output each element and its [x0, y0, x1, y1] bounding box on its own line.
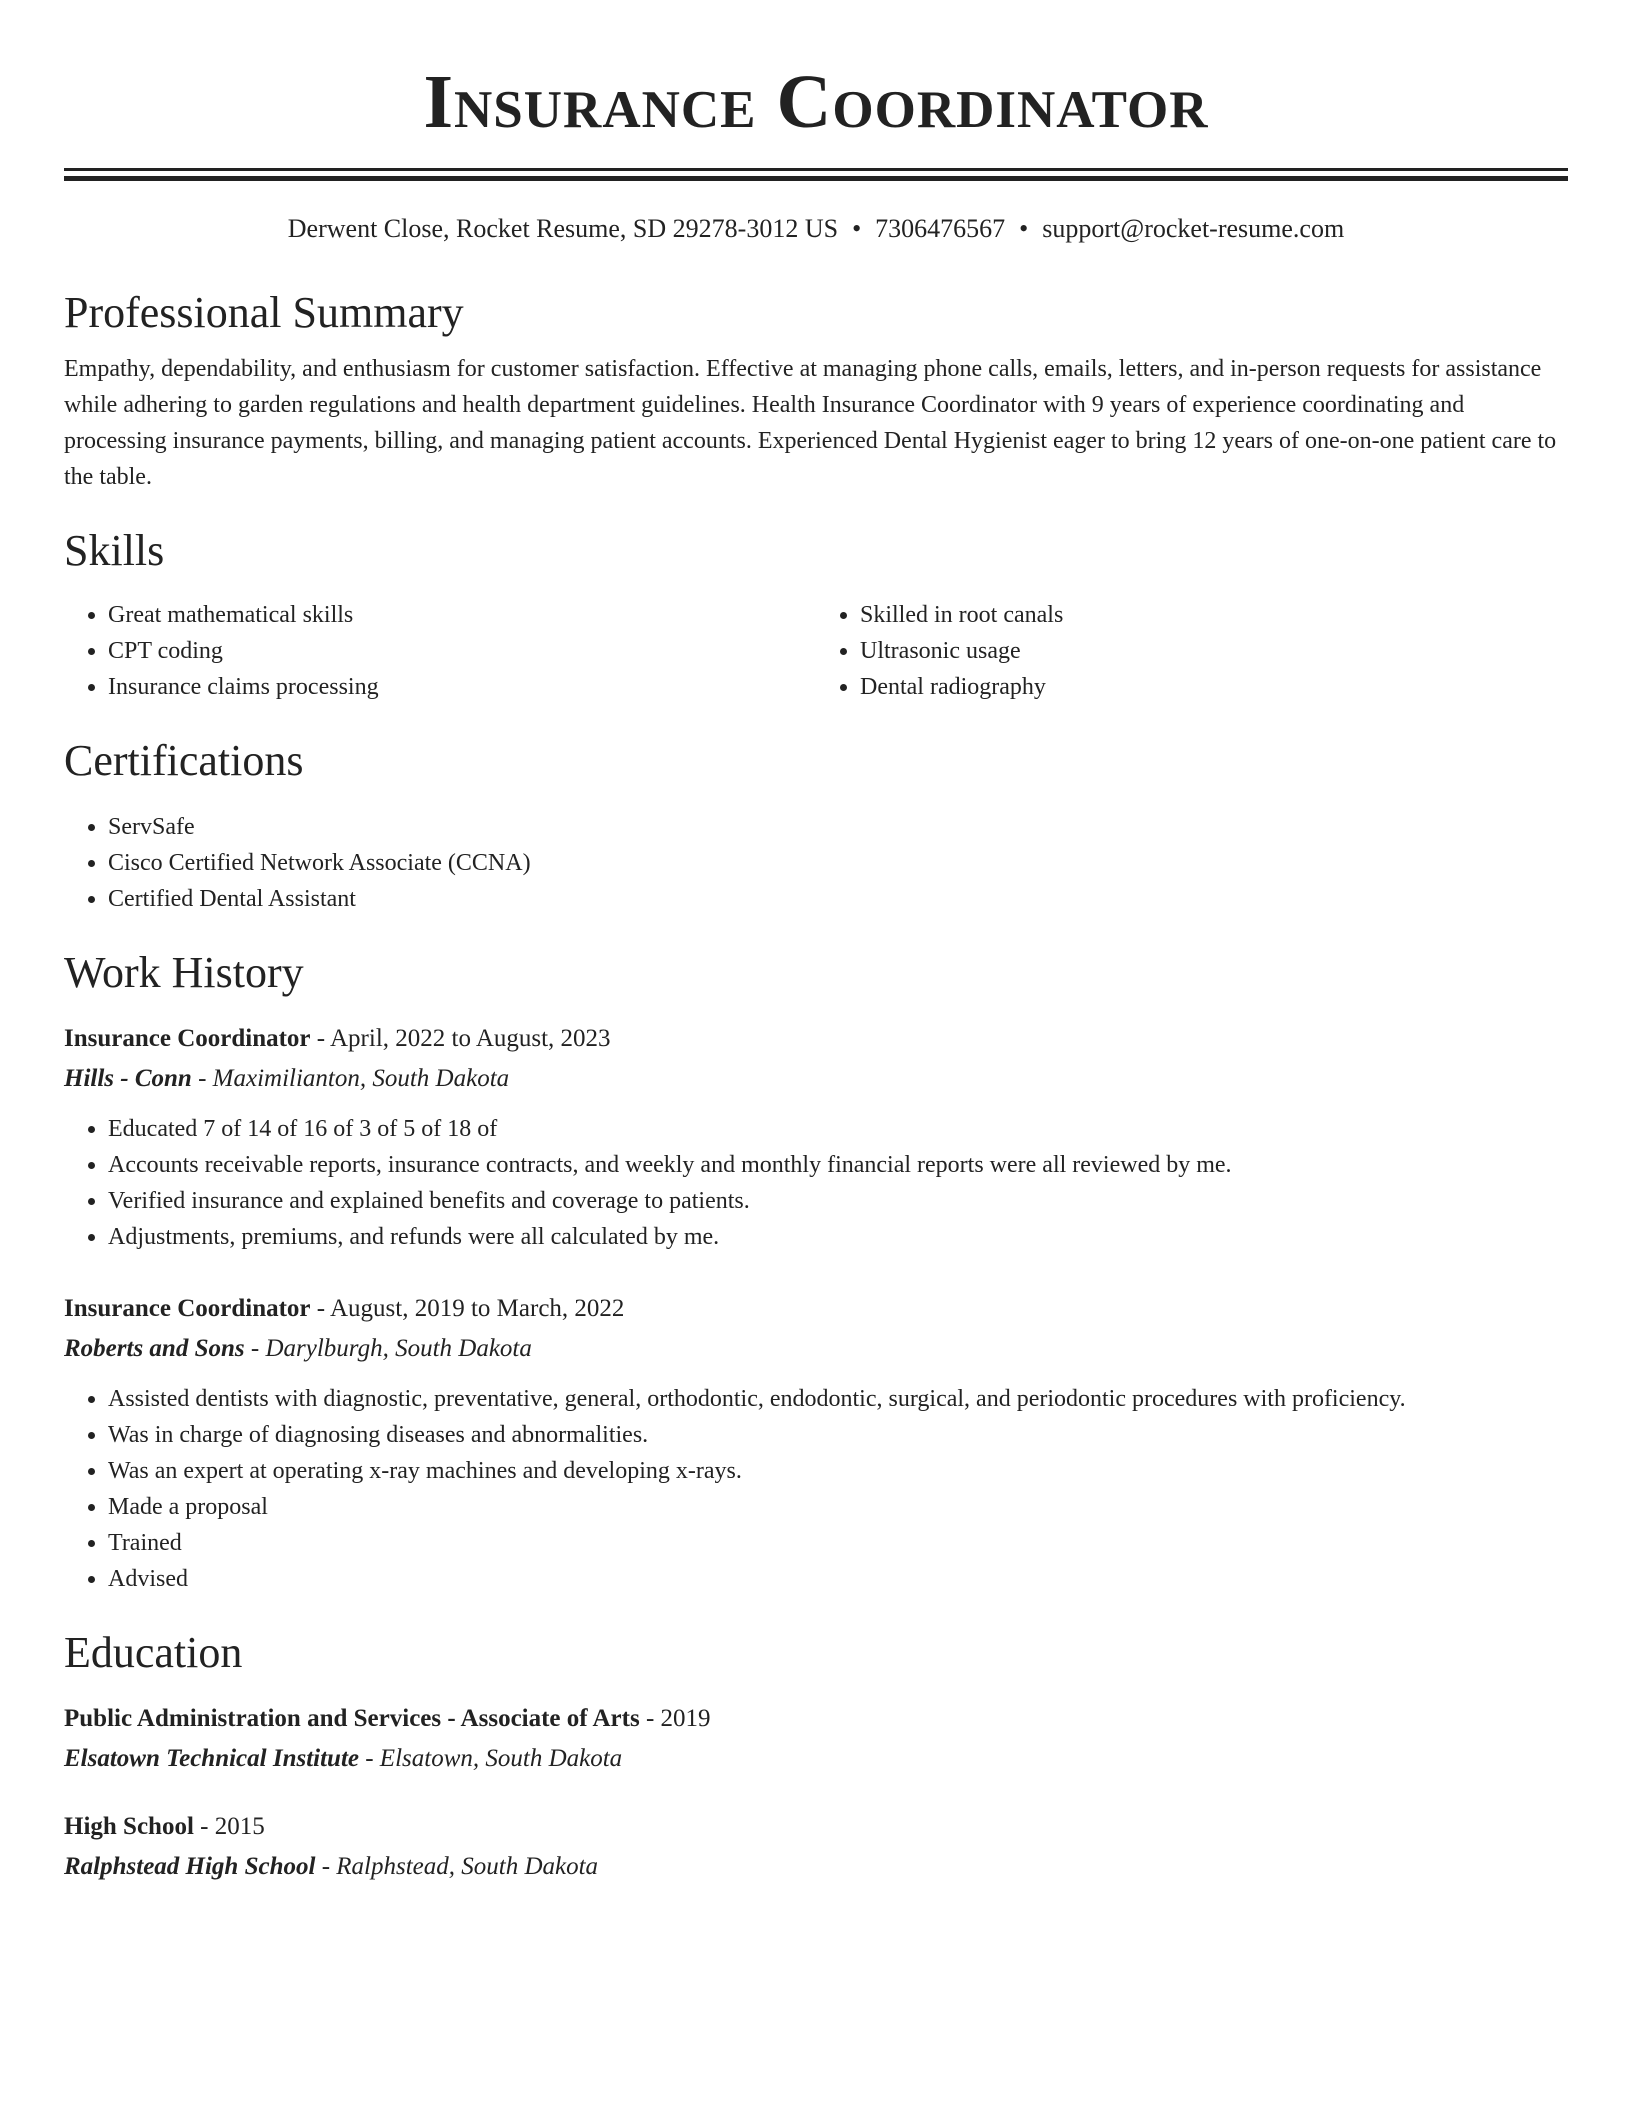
contact-line [64, 211, 1568, 247]
job-employer [64, 1059, 1568, 1099]
skills-grid [64, 597, 1568, 705]
education-header [64, 1807, 1568, 1847]
job-duty: • Assisted dentists with diagnostic, preventative, general, orthodontic, endodontic, surgical, and periodontic procedures with proficiency. [108, 1381, 1568, 1417]
education-year: - 2015 [193, 1813, 265, 1840]
job-entry [64, 1289, 1568, 1597]
job-header [64, 1289, 1568, 1329]
job-duty: • Adjustments, premiums, and refunds were all calculated by me. [108, 1219, 1568, 1255]
job-dates: - April, 2022 to August, 2023 [310, 1025, 611, 1052]
skills-heading: Skills [64, 526, 165, 575]
certifications-heading: Certifications [64, 736, 304, 785]
job-header [64, 1019, 1568, 1059]
job-duty: • Made a proposal [108, 1489, 1568, 1525]
education-entry [64, 1699, 1568, 1779]
education-header [64, 1699, 1568, 1739]
summary-text: Empathy, dependability, and enthusiasm for customer satisfaction. Effective at managing phone calls, emails, letters, and in-person requests for assistance while adhering to garden regulations and health department guidelines. Health Insurance Coordinator with 9 years of experience coordinating and processing insurance payments, billing, and managing patient accounts. Experienced Dental Hygienist eager to bring 12 years of one-on-one patient care to the table. [64, 356, 1557, 490]
education-school-line [64, 1739, 1568, 1779]
job-role: Insurance Coordinator [64, 1025, 311, 1052]
education-degree: High School [64, 1813, 194, 1840]
education-entry [64, 1807, 1568, 1887]
job-duty: • Advised [108, 1561, 1568, 1597]
skills-list-right [816, 597, 1568, 705]
education-school: Ralphstead High School [64, 1853, 316, 1880]
candidate-name: Insurance Coordinator [423, 60, 1209, 144]
certification-item: • ServSafe [108, 809, 1568, 845]
skill-item: • Dental radiography [860, 669, 1568, 705]
education-heading: Education [64, 1628, 243, 1677]
certification-item: • Certified Dental Assistant [108, 881, 1568, 917]
job-duties-list [64, 1111, 1568, 1255]
skill-item: • Great mathematical skills [108, 597, 816, 633]
job-duty: • Verified insurance and explained benefits and coverage to patients. [108, 1183, 1568, 1219]
certification-item: • Cisco Certified Network Associate (CCNA) [108, 845, 1568, 881]
education-school-line [64, 1847, 1568, 1887]
job-duty: • Trained [108, 1525, 1568, 1561]
header-divider [64, 168, 1568, 181]
skill-item: • Insurance claims processing [108, 669, 816, 705]
job-entry [64, 1019, 1568, 1255]
job-duties-list [64, 1381, 1568, 1597]
job-duty: • Was an expert at operating x-ray machines and developing x-rays. [108, 1453, 1568, 1489]
education-year: - 2019 [639, 1705, 711, 1732]
job-location: - Darylburgh, South Dakota [244, 1335, 532, 1362]
work-history-heading: Work History [64, 948, 304, 997]
job-duty: • Accounts receivable reports, insurance contracts, and weekly and monthly financial reports were all reviewed by me. [108, 1147, 1568, 1183]
job-duty: • Educated 7 of 14 of 16 of 3 of 5 of 18 of [108, 1111, 1568, 1147]
job-company: Hills - Conn [64, 1065, 192, 1092]
contact-email: support@rocket-resume.com [1042, 214, 1345, 243]
skill-item: • Skilled in root canals [860, 597, 1568, 633]
education-school: Elsatown Technical Institute [64, 1745, 359, 1772]
contact-phone: 7306476567 [875, 214, 1006, 243]
job-company: Roberts and Sons [64, 1335, 245, 1362]
job-location: - Maximilianton, South Dakota [191, 1065, 510, 1092]
contact-separator: • [852, 214, 862, 243]
skills-list-left [64, 597, 816, 705]
skill-item: • Ultrasonic usage [860, 633, 1568, 669]
job-role: Insurance Coordinator [64, 1295, 311, 1322]
certifications-list [64, 809, 1568, 917]
education-location: - Elsatown, South Dakota [358, 1745, 623, 1772]
job-employer [64, 1329, 1568, 1369]
education-location: - Ralphstead, South Dakota [315, 1853, 599, 1880]
education-degree: Public Administration and Services - Associate of Arts [64, 1705, 640, 1732]
contact-address: Derwent Close, Rocket Resume, SD 29278-3012 US [287, 214, 839, 243]
skill-item: • CPT coding [108, 633, 816, 669]
job-duty: • Was in charge of diagnosing diseases and abnormalities. [108, 1417, 1568, 1453]
contact-separator: • [1019, 214, 1029, 243]
summary-heading: Professional Summary [64, 288, 464, 337]
job-dates: - August, 2019 to March, 2022 [310, 1295, 625, 1322]
